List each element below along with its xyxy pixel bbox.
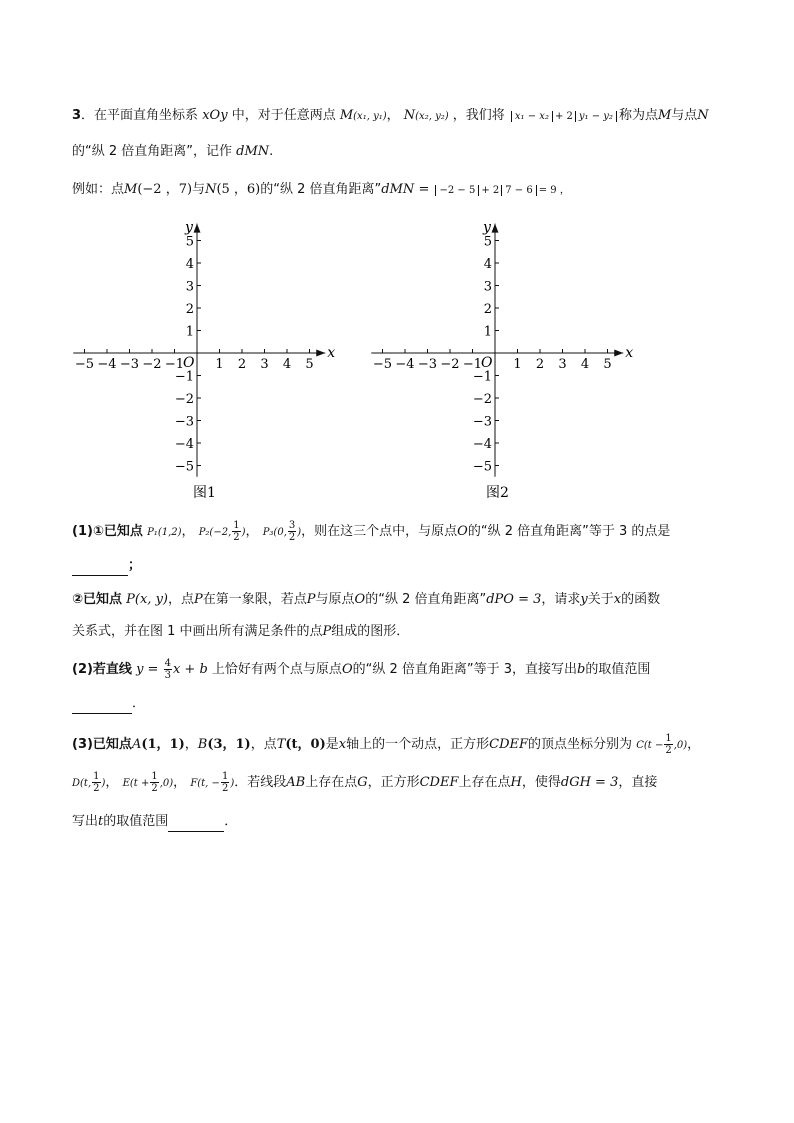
origin-label: O [183, 355, 195, 371]
question-3-line3: 写出t的取值范围 ． [72, 812, 237, 832]
x-tick-label: 5 [603, 357, 612, 372]
problem-intro-line1: 3．在平面直角坐标系 xOy 中，对于任意两点 M(x₁, y₁)， N(x₂, y₂) ，我们将 x₁ − x₂ + 2 y₁ − y₂ 称为点M与点N [72, 108, 709, 123]
x-tick-label: −2 [142, 357, 162, 372]
x-tick-label: 1 [215, 357, 224, 372]
problem-intro-line2: 的“纵 2 倍直角距离”，记作 dMN. [72, 144, 274, 159]
origin-label: O [481, 355, 493, 371]
figure-2 [358, 212, 648, 512]
x-axis-label: x [625, 345, 634, 361]
y-tick-label: −5 [174, 459, 194, 475]
x-axis-arrow [614, 350, 623, 357]
y-axis-arrow [492, 224, 499, 233]
y-tick-label: 5 [483, 234, 492, 250]
question-1-answer-line: ； [72, 556, 141, 576]
x-tick-label: −4 [395, 357, 415, 372]
y-tick-label: −4 [174, 437, 194, 452]
x-tick-label: −3 [417, 357, 438, 372]
y-tick-label: −2 [472, 392, 492, 407]
x-tick-label: 1 [513, 357, 522, 372]
example-line: 例如：点M(−2 ，7)与N(5 ，6)的“纵 2 倍直角距离”dMN = −2 − 5 + 2 7 − 6 = 9 ， [72, 182, 570, 197]
x-tick-label: −5 [372, 357, 393, 372]
coordinate-axes [371, 220, 633, 477]
question-3-line2: D(t, $\frac{1}{2}$ )， E(t + $\frac{1}{2}$ ,0)， F(t, − $\frac{1}{2}$ )．若线段AB上存在点G，正方形CDEF上存在点H，使得dGH = 3，直接 [72, 771, 658, 794]
x-tick-label: −1 [164, 357, 185, 372]
y-tick-label: 2 [483, 302, 492, 317]
y-tick-label: 1 [483, 324, 492, 340]
figure-caption: 图2 [486, 485, 509, 501]
x-tick-label: 5 [305, 357, 314, 372]
x-tick-label: −1 [462, 357, 483, 372]
fraction: $\frac{1}{2}$ [233, 520, 240, 543]
y-tick-label: 5 [185, 234, 194, 250]
x-axis-label: x [327, 345, 336, 361]
x-tick-label: 2 [237, 357, 247, 372]
answer-blank[interactable] [72, 699, 132, 714]
question-1-part-2-line2: 关系式，并在图 1 中画出所有满足条件的点P组成的图形． [72, 624, 410, 639]
y-tick-label: −2 [174, 392, 194, 407]
y-axis-label: y [483, 219, 491, 236]
y-tick-label: 4 [483, 257, 492, 272]
y-tick-label: −1 [174, 369, 194, 385]
question-2-answer-line: ． [72, 694, 145, 714]
x-axis-arrow [316, 350, 325, 357]
answer-blank[interactable] [168, 817, 224, 832]
fraction: $\frac{1}{2}$ [93, 771, 100, 794]
question-2-line1: (2)若直线 y = $\frac{4}{3}$ x + b 上恰好有两个点与原点O的“纵 2 倍直角距离”等于 3，直接写出b的取值范围 [72, 658, 651, 681]
x-tick-label: −4 [97, 357, 117, 372]
fraction: $\frac{4}{3}$ [164, 658, 171, 681]
figure-caption: 图1 [193, 485, 216, 501]
y-tick-label: −1 [472, 369, 492, 385]
fraction: $\frac{3}{2}$ [288, 520, 296, 543]
y-tick-label: 1 [185, 324, 194, 340]
y-axis-label: y [185, 219, 193, 236]
y-axis-arrow [194, 224, 201, 233]
figure-1 [60, 212, 350, 512]
x-tick-label: 2 [535, 357, 545, 372]
x-tick-label: 4 [580, 357, 590, 372]
fraction: $\frac{1}{2}$ [151, 771, 158, 794]
fraction: $\frac{1}{2}$ [665, 733, 672, 756]
answer-blank[interactable] [72, 561, 128, 576]
y-tick-label: 3 [483, 279, 492, 295]
fraction: $\frac{1}{2}$ [221, 771, 229, 794]
x-tick-label: 3 [558, 357, 567, 372]
y-tick-label: 2 [185, 302, 194, 317]
coordinate-axes [73, 220, 335, 477]
x-tick-label: −2 [440, 357, 460, 372]
x-tick-label: −5 [74, 357, 95, 372]
y-tick-label: 4 [185, 257, 194, 272]
y-tick-label: −5 [472, 459, 492, 475]
question-3-line1: (3)已知点A(1，1)，B(3，1)，点T(t，0)是x轴上的一个动点，正方形CDEF的顶点坐标分别为 C(t − $\frac{1}{2}$ ,0)， [72, 733, 701, 756]
y-tick-label: −3 [472, 414, 492, 430]
x-tick-label: 3 [260, 357, 269, 372]
x-tick-label: −3 [119, 357, 140, 372]
question-1-part-2-line1: ②已知点 P(x, y)，点P在第一象限，若点P与原点O的“纵 2 倍直角距离”dPO = 3，请求y关于x的函数 [72, 592, 661, 607]
y-tick-label: −4 [472, 437, 492, 452]
question-1-part-1: (1)①已知点 P₁(1,2)， P₂(−2, $\frac{1}{2}$ )， P₃(0, $\frac{3}{2}$ )，则在这三个点中，与原点O的“纵 2 倍直角距离”等于 3 的点是 [72, 520, 671, 543]
y-tick-label: −3 [174, 414, 194, 430]
y-tick-label: 3 [185, 279, 194, 295]
x-tick-label: 4 [282, 357, 292, 372]
